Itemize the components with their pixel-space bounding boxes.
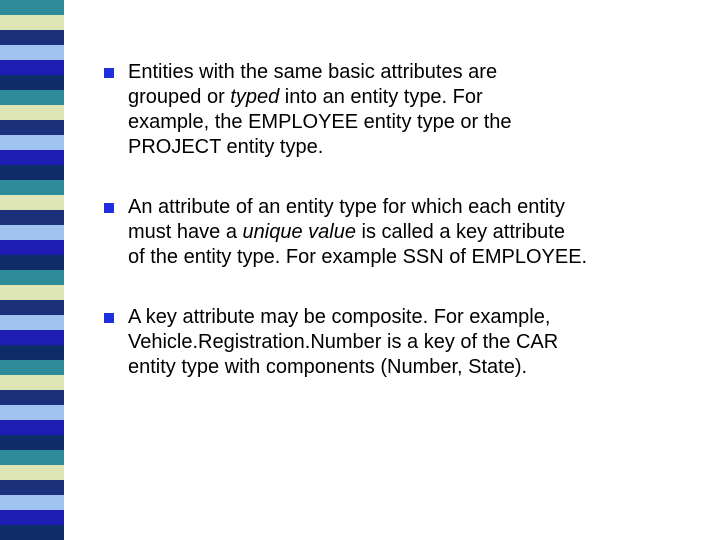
decorative-color-stripe (0, 0, 64, 540)
stripe-segment (0, 435, 64, 450)
stripe-segment (0, 30, 64, 45)
bullet-list (104, 60, 716, 380)
stripe-segment (0, 360, 64, 375)
stripe-segment (0, 285, 64, 300)
stripe-segment (0, 60, 64, 75)
stripe-segment (0, 225, 64, 240)
bullet-text-line: PROJECT entity type. (128, 136, 324, 158)
stripe-segment (0, 420, 64, 435)
bullet-text-line: An attribute of an entity type for which each entity (128, 196, 565, 218)
stripe-segment (0, 135, 64, 150)
stripe-segment (0, 165, 64, 180)
stripe-segment (0, 150, 64, 165)
stripe-segment (0, 120, 64, 135)
stripe-segment (0, 195, 64, 210)
bullet-text-line: A key attribute may be composite. For example, (128, 306, 551, 328)
stripe-segment (0, 180, 64, 195)
bullet-text-line: of the entity type. For example SSN of EMPLOYEE. (128, 246, 588, 268)
stripe-segment (0, 240, 64, 255)
stripe-segment (0, 390, 64, 405)
stripe-segment (0, 495, 64, 510)
stripe-segment (0, 345, 64, 360)
stripe-segment (0, 510, 64, 525)
bullet-text-line: Entities with the same basic attributes are (128, 61, 498, 83)
stripe-segment (0, 210, 64, 225)
bullet-text: grouped or (128, 86, 231, 108)
italic-term: typed (230, 86, 280, 108)
stripe-segment (0, 315, 64, 330)
stripe-segment (0, 270, 64, 285)
square-bullet-icon (104, 203, 114, 213)
bullet-text: into an entity type. For (279, 86, 483, 108)
stripe-segment (0, 465, 64, 480)
bullet-text-line (128, 220, 716, 245)
bullet-text-line (128, 85, 716, 110)
bullet-text: must have a (128, 221, 243, 243)
bullet-item (104, 305, 716, 380)
stripe-segment (0, 0, 64, 15)
bullet-text-line: entity type with components (Number, State). (128, 356, 528, 378)
stripe-segment (0, 90, 64, 105)
stripe-segment (0, 480, 64, 495)
bullet-text-line: Vehicle.Registration.Number is a key of the CAR (128, 331, 559, 353)
bullet-item (104, 195, 716, 270)
square-bullet-icon (104, 313, 114, 323)
bullet-text: is called a key attribute (355, 221, 565, 243)
italic-term: unique value (242, 221, 356, 243)
bullet-text-line: example, the EMPLOYEE entity type or the (128, 111, 512, 133)
stripe-segment (0, 255, 64, 270)
stripe-segment (0, 375, 64, 390)
stripe-segment (0, 75, 64, 90)
stripe-segment (0, 525, 64, 540)
stripe-segment (0, 405, 64, 420)
stripe-segment (0, 330, 64, 345)
stripe-segment (0, 105, 64, 120)
bullet-item (104, 60, 716, 160)
stripe-segment (0, 45, 64, 60)
stripe-segment (0, 15, 64, 30)
stripe-segment (0, 300, 64, 315)
stripe-segment (0, 450, 64, 465)
square-bullet-icon (104, 68, 114, 78)
